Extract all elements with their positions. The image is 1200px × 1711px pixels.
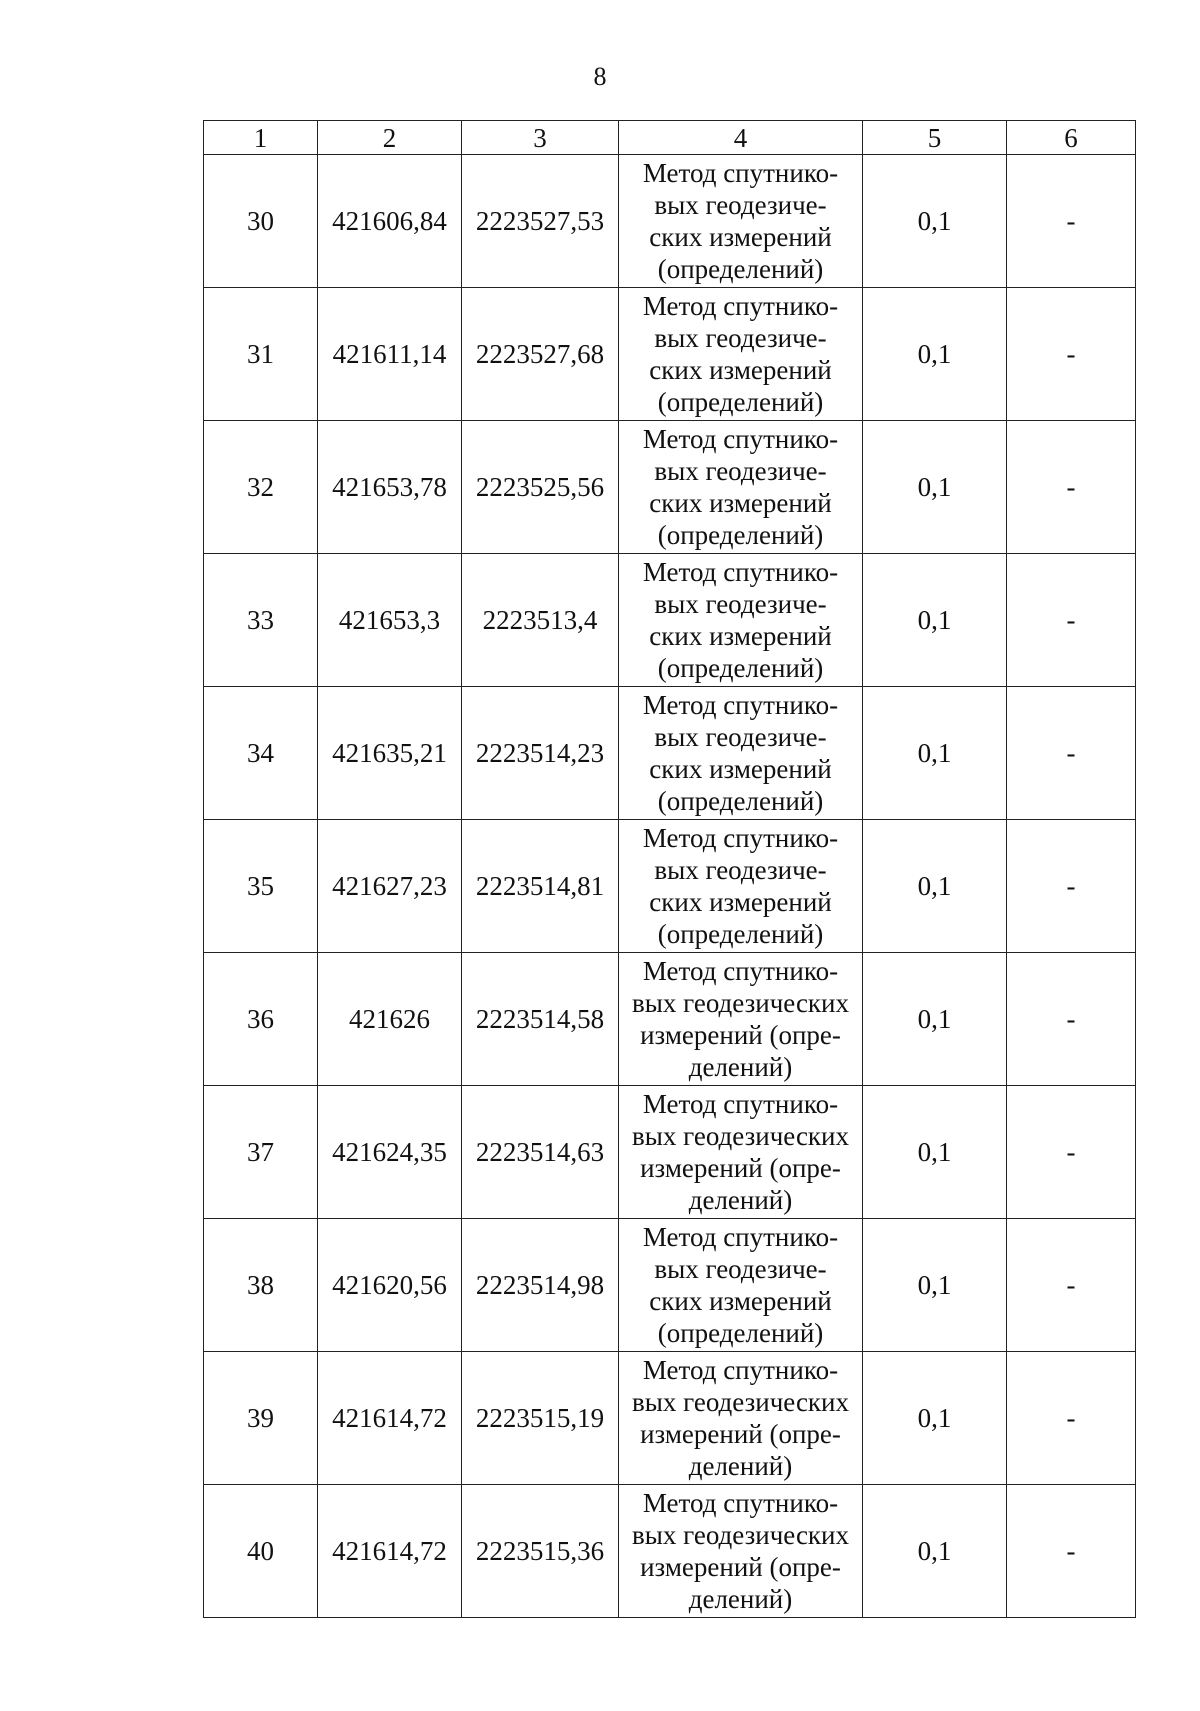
method-cell [619, 1219, 863, 1352]
note-cell: - [1007, 288, 1136, 421]
x-coordinate-cell: 421614,72 [318, 1352, 462, 1485]
method-text-line: Метод спутнико- [642, 557, 839, 587]
table-row [204, 820, 1136, 953]
y-coordinate-cell: 2223527,68 [462, 288, 619, 421]
page-number: 8 [593, 62, 607, 91]
method-text-line: ских измерений [649, 222, 832, 252]
x-coordinate-cell: 421635,21 [318, 687, 462, 820]
point-number-cell: 33 [204, 554, 318, 687]
method-cell [619, 1485, 863, 1618]
x-coordinate-cell: 421606,84 [318, 155, 462, 288]
method-text-line: Метод спутнико- [642, 690, 839, 720]
y-coordinate-cell: 2223515,36 [462, 1485, 619, 1618]
column-header-6: 6 [1007, 121, 1136, 155]
method-text-line: вых геодезических [631, 1387, 849, 1417]
point-number-cell: 35 [204, 820, 318, 953]
accuracy-cell: 0,1 [863, 1352, 1007, 1485]
method-cell [619, 687, 863, 820]
table-row [204, 1485, 1136, 1618]
method-text-line: (определений) [657, 387, 824, 417]
y-coordinate-cell: 2223514,98 [462, 1219, 619, 1352]
y-coordinate-cell: 2223514,81 [462, 820, 619, 953]
y-coordinate-cell: 2223525,56 [462, 421, 619, 554]
x-coordinate-cell: 421614,72 [318, 1485, 462, 1618]
method-text-line: (определений) [657, 786, 824, 816]
note-cell: - [1007, 820, 1136, 953]
accuracy-cell: 0,1 [863, 554, 1007, 687]
accuracy-cell: 0,1 [863, 1219, 1007, 1352]
y-coordinate-cell: 2223513,4 [462, 554, 619, 687]
method-text-line: ских измерений [649, 355, 832, 385]
method-text-line: вых геодезиче- [654, 589, 827, 619]
method-cell [619, 1352, 863, 1485]
table-row [204, 421, 1136, 554]
table-row [204, 953, 1136, 1086]
y-coordinate-cell: 2223514,23 [462, 687, 619, 820]
method-text-line: вых геодезических [631, 1520, 849, 1550]
method-text-line: (определений) [657, 653, 824, 683]
method-text-line: вых геодезиче- [654, 190, 827, 220]
accuracy-cell: 0,1 [863, 288, 1007, 421]
column-header-1: 1 [204, 121, 318, 155]
method-text-line: вых геодезических [631, 988, 849, 1018]
point-number-cell: 30 [204, 155, 318, 288]
accuracy-cell: 0,1 [863, 1086, 1007, 1219]
accuracy-cell: 0,1 [863, 820, 1007, 953]
note-cell: - [1007, 687, 1136, 820]
method-text-line: ских измерений [649, 754, 832, 784]
method-text-line: ских измерений [649, 1286, 832, 1316]
method-text-line: вых геодезиче- [654, 1254, 827, 1284]
note-cell: - [1007, 1219, 1136, 1352]
method-cell [619, 155, 863, 288]
point-number-cell: 40 [204, 1485, 318, 1618]
point-number-cell: 31 [204, 288, 318, 421]
accuracy-cell: 0,1 [863, 421, 1007, 554]
x-coordinate-cell: 421653,3 [318, 554, 462, 687]
x-coordinate-cell: 421624,35 [318, 1086, 462, 1219]
method-text-line: Метод спутнико- [642, 424, 839, 454]
method-cell [619, 288, 863, 421]
table-body [204, 121, 1136, 1618]
method-text-line: измерений (опре- [640, 1020, 841, 1050]
method-text-line: делений) [688, 1185, 793, 1215]
method-text-line: измерений (опре- [640, 1552, 841, 1582]
method-text-line: вых геодезиче- [654, 323, 827, 353]
column-header-4: 4 [619, 121, 863, 155]
y-coordinate-cell: 2223514,63 [462, 1086, 619, 1219]
point-number-cell: 38 [204, 1219, 318, 1352]
accuracy-cell: 0,1 [863, 687, 1007, 820]
coordinates-table [203, 120, 1136, 1618]
note-cell: - [1007, 421, 1136, 554]
method-text-line: вых геодезиче- [654, 855, 827, 885]
note-cell: - [1007, 554, 1136, 687]
method-text-line: измерений (опре- [640, 1153, 841, 1183]
method-text-line: делений) [688, 1451, 793, 1481]
note-cell: - [1007, 1086, 1136, 1219]
method-text-line: вых геодезиче- [654, 456, 827, 486]
accuracy-cell: 0,1 [863, 1485, 1007, 1618]
point-number-cell: 39 [204, 1352, 318, 1485]
note-cell: - [1007, 1485, 1136, 1618]
note-cell: - [1007, 155, 1136, 288]
point-number-cell: 37 [204, 1086, 318, 1219]
x-coordinate-cell: 421620,56 [318, 1219, 462, 1352]
table-row [204, 687, 1136, 820]
column-header-5: 5 [863, 121, 1007, 155]
table-row [204, 1086, 1136, 1219]
table-row [204, 155, 1136, 288]
method-cell [619, 820, 863, 953]
column-header-3: 3 [462, 121, 619, 155]
method-text-line: (определений) [657, 1318, 824, 1348]
method-text-line: Метод спутнико- [642, 1089, 839, 1119]
point-number-cell: 34 [204, 687, 318, 820]
accuracy-cell: 0,1 [863, 155, 1007, 288]
method-text-line: (определений) [657, 919, 824, 949]
x-coordinate-cell: 421626 [318, 953, 462, 1086]
method-text-line: делений) [688, 1584, 793, 1614]
method-text-line: ских измерений [649, 488, 832, 518]
note-cell: - [1007, 953, 1136, 1086]
method-text-line: Метод спутнико- [642, 1355, 839, 1385]
column-header-2: 2 [318, 121, 462, 155]
x-coordinate-cell: 421611,14 [318, 288, 462, 421]
method-text-line: ских измерений [649, 621, 832, 651]
table-row [204, 554, 1136, 687]
accuracy-cell: 0,1 [863, 953, 1007, 1086]
method-text-line: делений) [688, 1052, 793, 1082]
method-cell [619, 953, 863, 1086]
table-row [204, 288, 1136, 421]
x-coordinate-cell: 421653,78 [318, 421, 462, 554]
method-text-line: Метод спутнико- [642, 158, 839, 188]
method-text-line: Метод спутнико- [642, 1222, 839, 1252]
method-text-line: (определений) [657, 520, 824, 550]
method-text-line: Метод спутнико- [642, 291, 839, 321]
y-coordinate-cell: 2223514,58 [462, 953, 619, 1086]
point-number-cell: 32 [204, 421, 318, 554]
method-cell [619, 1086, 863, 1219]
x-coordinate-cell: 421627,23 [318, 820, 462, 953]
table-row [204, 1352, 1136, 1485]
method-cell [619, 554, 863, 687]
y-coordinate-cell: 2223515,19 [462, 1352, 619, 1485]
header-row [204, 121, 1136, 155]
method-text-line: вых геодезических [631, 1121, 849, 1151]
y-coordinate-cell: 2223527,53 [462, 155, 619, 288]
method-text-line: Метод спутнико- [642, 823, 839, 853]
method-text-line: измерений (опре- [640, 1419, 841, 1449]
method-text-line: (определений) [657, 254, 824, 284]
table-row [204, 1219, 1136, 1352]
note-cell: - [1007, 1352, 1136, 1485]
method-text-line: ских измерений [649, 887, 832, 917]
method-text-line: Метод спутнико- [642, 1488, 839, 1518]
point-number-cell: 36 [204, 953, 318, 1086]
method-text-line: Метод спутнико- [642, 956, 839, 986]
method-cell [619, 421, 863, 554]
method-text-line: вых геодезиче- [654, 722, 827, 752]
